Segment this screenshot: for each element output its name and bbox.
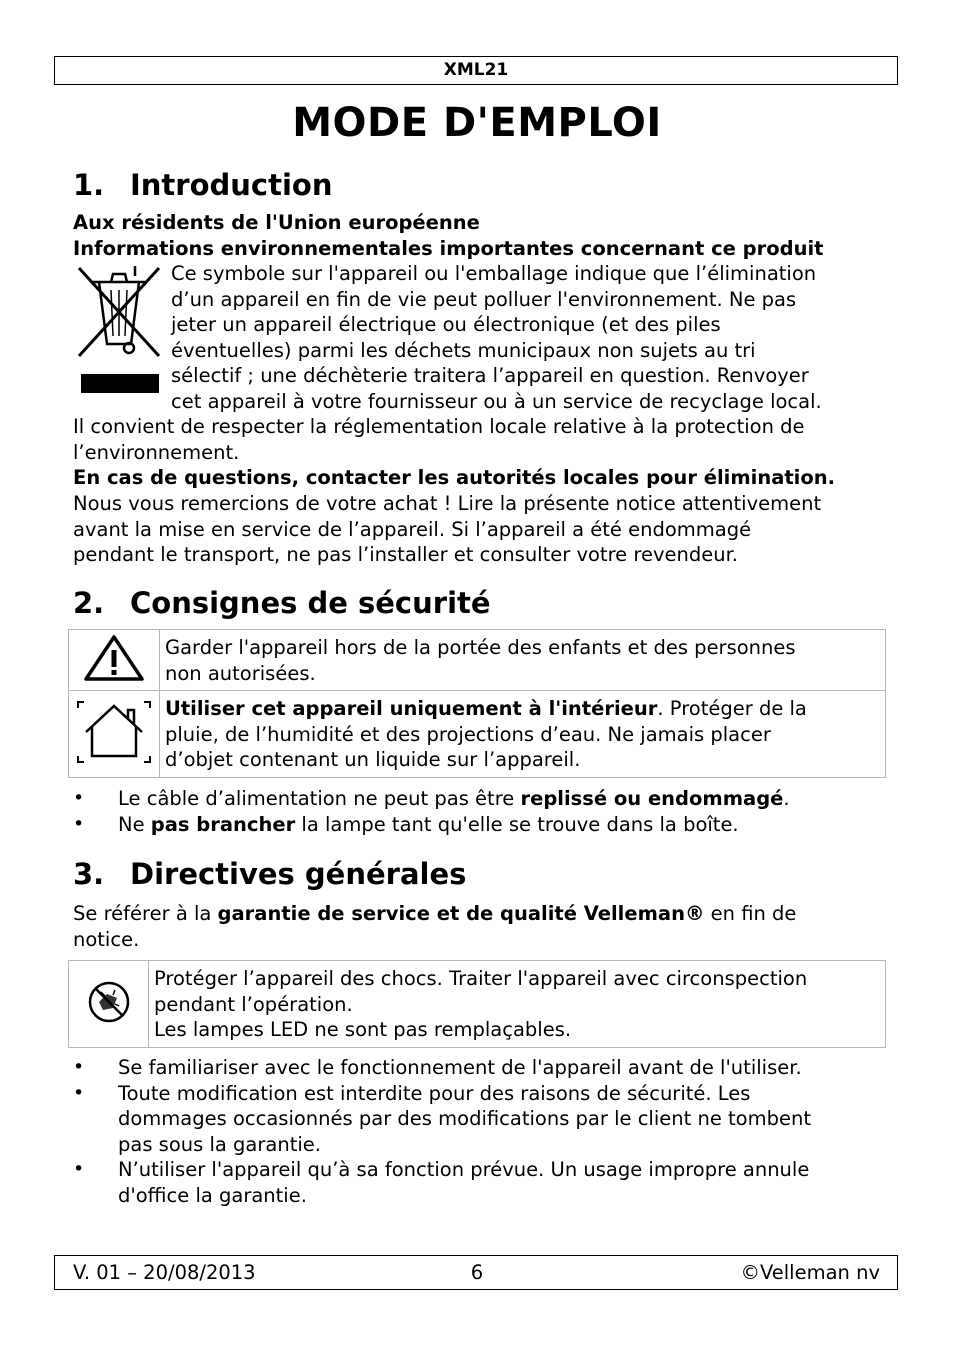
weee-paragraph	[171, 261, 822, 414]
safety-table	[68, 629, 886, 778]
indoor-text: . Protéger de la	[657, 697, 807, 720]
text-line: Nous vous remercions de votre achat ! Lire la présente notice attentivement	[73, 492, 822, 515]
general-text-shock	[149, 961, 886, 1048]
section-number: 1.	[73, 168, 105, 202]
bullet-bold-text: pas brancher	[150, 812, 296, 836]
indoor-bold-text: Utiliser cet appareil uniquement à l'intérieur	[165, 697, 658, 720]
ref-text: en fin de	[704, 902, 797, 925]
text-line: d’un appareil en fin de vie peut polluer l'environnement. Ne pas	[171, 287, 797, 311]
warning-triangle-icon	[82, 668, 146, 687]
text-line: N’utiliser l'appareil qu’à sa fonction prévue. Un usage impropre annule	[118, 1158, 810, 1181]
text-line: éventuelles) parmi les déchets municipaux non sujets au tri	[171, 338, 756, 362]
text-line: cet appareil à votre fournisseur ou à un service de recyclage local.	[171, 389, 822, 413]
section-title: Consignes de sécurité	[130, 586, 491, 620]
text-line: Il convient de respecter la réglementation locale relative à la protection de	[73, 415, 805, 438]
general-table	[68, 960, 886, 1048]
general-bullet-list	[73, 1055, 811, 1208]
section-number: 3.	[73, 857, 105, 891]
bullet-bold-text: replissé ou endommagé	[520, 787, 784, 810]
text-line	[73, 901, 796, 927]
indoor-house-icon	[74, 751, 154, 770]
warning-cell	[69, 630, 160, 691]
bullet-icon: •	[73, 1158, 85, 1180]
list-item	[73, 812, 790, 838]
bullet-icon: •	[73, 787, 85, 809]
text-line: pendant le transport, ne pas l’installer et consulter votre revendeur.	[73, 543, 738, 566]
section-heading-introduction	[73, 168, 333, 202]
environment-heading: Informations environnementales importantes concernant ce produit	[73, 237, 824, 260]
bullet-text: .	[783, 787, 790, 810]
text-line: pas sous la garantie.	[118, 1132, 321, 1156]
text-line: d’objet contenant un liquide sur l’appareil.	[165, 748, 581, 771]
text-line: dommages occasionnés par des modifications par le client ne tombent	[118, 1107, 811, 1130]
page-number: 6	[470, 1261, 484, 1284]
list-item	[73, 786, 790, 812]
section-heading-general	[73, 857, 466, 891]
questions-notice: En cas de questions, contacter les autorités locales pour élimination.	[73, 466, 836, 489]
text-line: Ce symbole sur l'appareil ou l'emballage indique que l’élimination	[171, 262, 817, 285]
general-row-shock	[69, 961, 886, 1048]
bullet-icon: •	[73, 812, 85, 835]
text-line: d'office la garantie.	[118, 1183, 307, 1207]
text-line: notice.	[73, 927, 140, 951]
model-label: XML21	[443, 60, 509, 80]
eu-residents-heading: Aux résidents de l'Union européenne	[73, 211, 480, 234]
section-heading-safety	[73, 586, 491, 620]
bullet-text: Ne	[118, 812, 151, 836]
text-line: pendant l’opération.	[154, 992, 353, 1016]
section-title: Introduction	[130, 168, 333, 202]
regulation-paragraph	[73, 414, 805, 465]
text-line: sélectif ; une déchèterie traitera l’appareil en question. Renvoyer	[171, 364, 809, 387]
thanks-paragraph	[73, 491, 821, 568]
safety-row-indoor	[69, 691, 886, 778]
safety-text-indoor	[160, 691, 886, 778]
warranty-reference	[73, 901, 796, 952]
ref-text: Se référer à la	[73, 902, 218, 925]
shock-cell	[69, 961, 149, 1048]
indoor-cell	[69, 691, 160, 778]
list-item	[73, 1081, 811, 1158]
document-footer	[54, 1255, 898, 1290]
text-line: avant la mise en service de l’appareil. Si l’appareil a été endommagé	[73, 517, 752, 541]
bullet-text: la lampe tant qu'elle se trouve dans la boîte.	[295, 812, 739, 836]
text-line: l’environnement.	[73, 440, 240, 464]
page-title: MODE D'EMPLOI	[292, 100, 662, 146]
text-line: jeter un appareil électrique ou électronique (et des piles	[171, 313, 721, 336]
version-label: V. 01 – 20/08/2013	[73, 1261, 256, 1284]
safety-text-children	[160, 630, 886, 691]
text-line	[165, 696, 885, 722]
document-header	[54, 56, 898, 85]
text-line: Les lampes LED ne sont pas remplaçables.	[154, 1018, 572, 1041]
safety-bullet-list	[73, 786, 790, 837]
bullet-icon: •	[73, 1081, 85, 1104]
bullet-text: Se familiariser avec le fonctionnement de l'appareil avant de l'utiliser.	[118, 1056, 802, 1079]
copyright-label: ©Velleman nv	[740, 1261, 880, 1284]
list-item	[73, 1157, 811, 1208]
list-item	[73, 1055, 811, 1081]
bullet-text: Le câble d’alimentation ne peut pas être	[118, 787, 521, 810]
no-shock-icon	[87, 1009, 131, 1028]
section-title: Directives générales	[130, 857, 467, 891]
bullet-icon: •	[73, 1056, 85, 1078]
text-line: non autorisées.	[165, 661, 316, 685]
text-line: Garder l'appareil hors de la portée des enfants et des personnes	[165, 636, 796, 659]
text-line: Toute modification est interdite pour des raisons de sécurité. Les	[118, 1081, 751, 1105]
text-line: pluie, de l’humidité et des projections d’eau. Ne jamais placer	[165, 722, 771, 746]
safety-row-children	[69, 630, 886, 691]
text-line: Protéger l’appareil des chocs. Traiter l'appareil avec circonspection	[154, 967, 808, 990]
ref-bold-text: garantie de service et de qualité Velleman®	[217, 902, 705, 925]
section-number: 2.	[73, 586, 105, 620]
weee-bin-icon	[73, 262, 163, 398]
